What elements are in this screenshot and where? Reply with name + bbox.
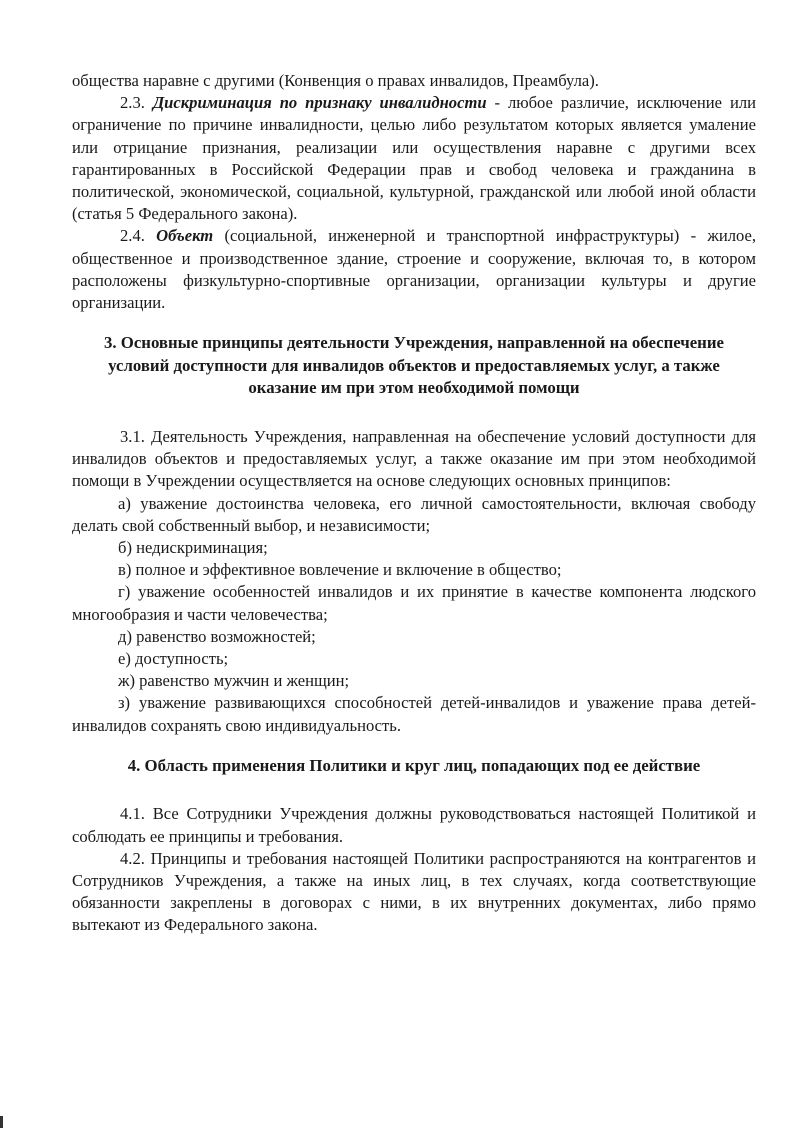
principle-item: ж) равенство мужчин и женщин; bbox=[118, 671, 350, 691]
scan-edge-mark bbox=[0, 1116, 3, 1128]
paragraph-2-3-text: - любое различие, исключение или ограничение по причине инвалидности, целью либо результатом которых является умаление или отрицание признания, реализации или осуществления наравне с другими всех гарантированных в Российской Федерации прав и свобод человека и гражданина в политической, экономической, социальной, культурной, гражданской или любой иной области (статья 5 Федерального закона). bbox=[72, 93, 757, 224]
principle-item: з) уважение развивающихся способностей детей-инвалидов и уважение права детей-инвалидов сохранять свою индивидуальность. bbox=[72, 693, 756, 735]
principle-item: е) доступность; bbox=[118, 649, 229, 669]
principle-item: б) недискриминация; bbox=[118, 538, 268, 558]
document-page bbox=[72, 70, 756, 937]
paragraph-2-3 bbox=[72, 92, 756, 225]
paragraph-2-4-term: Объект bbox=[156, 226, 214, 246]
principle-item: а) уважение достоинства человека, его личной самостоятельности, включая свободу делать свой собственный выбор, и независимости; bbox=[72, 493, 756, 535]
paragraph-2-3-term: Дискриминация по признаку инвалидности bbox=[152, 93, 487, 113]
principle-item: г) уважение особенностей инвалидов и их принятие в качестве компонента людского многообразия и части человечества; bbox=[72, 582, 756, 624]
paragraph-4-1: 4.1. Все Сотрудники Учреждения должны руководствоваться настоящей Политикой и соблюдать ее принципы и требования. bbox=[72, 804, 756, 846]
paragraph-4-2: 4.2. Принципы и требования настоящей Политики распространяются на контрагентов и Сотрудников Учреждения, а также на иных лиц, в тех случаях, когда соответствующие обязанности закреплены в договорах с ними, в их внутренних документах, либо прямо вытекают из Федерального закона. bbox=[72, 848, 756, 935]
paragraph-2-4-number: 2.4. bbox=[120, 226, 145, 246]
paragraph-2-4-text: (социальной, инженерной и транспортной инфраструктуры) - жилое, общественное и производственное здание, строение и сооружение, включая то, в котором расположены физкультурно-спортивные организации, организации культуры и другие организации. bbox=[72, 226, 756, 313]
paragraph-2-3-number: 2.3. bbox=[120, 93, 145, 113]
section-4-heading: 4. Область применения Политики и круг лиц, попадающих под ее действие bbox=[127, 755, 701, 775]
paragraph-2-4 bbox=[72, 225, 756, 314]
principle-item: в) полное и эффективное вовлечение и включение в общество; bbox=[118, 560, 562, 580]
paragraph-3-1: 3.1. Деятельность Учреждения, направленная на обеспечение условий доступности для инвалидов объектов и предоставляемых услуг, а также оказание им при этом необходимой помощи в Учреждении осуществляется на основе следующих основных принципов: bbox=[72, 427, 756, 491]
intro-paragraph-tail: общества наравне с другими (Конвенция о правах инвалидов, Преамбула). bbox=[72, 71, 599, 90]
principle-item: д) равенство возможностей; bbox=[118, 626, 316, 646]
section-3-heading: 3. Основные принципы деятельности Учреждения, направленной на обеспечение условий доступности для инвалидов объектов и предоставляемых услуг, а также оказание им при этом необходимой помощи bbox=[104, 333, 724, 398]
